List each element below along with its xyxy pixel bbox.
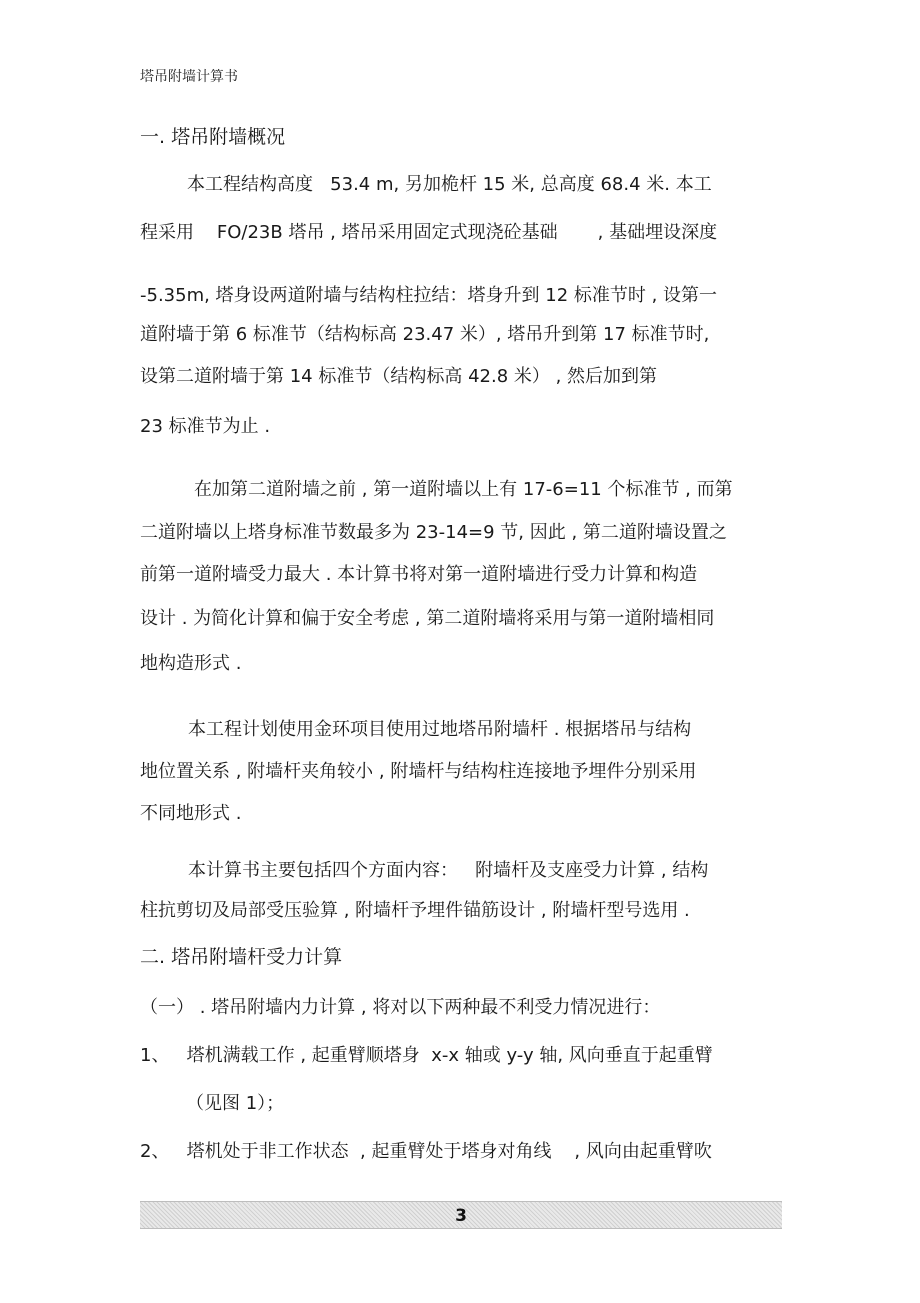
paragraph-3-line-2: 地位置关系 , 附墙杆夹角较小 , 附墙杆与结构柱连接地予埋件分别采用 bbox=[140, 761, 697, 782]
paragraph-1-line-2: 程采用 FO/23B 塔吊 , 塔吊采用固定式现浇砼基础 , 基础埋设深度 bbox=[140, 222, 718, 243]
paragraph-2-line-5: 地构造形式 . bbox=[140, 653, 242, 674]
paragraph-1-line-6: 23 标准节为止 . bbox=[140, 416, 271, 437]
paragraph-4-line-1: 本计算书主要包括四个方面内容： 附墙杆及支座受力计算 , 结构 bbox=[188, 860, 709, 881]
paragraph-1-line-4: 道附墙于第 6 标准节（结构标高 23.47 米）, 塔吊升到第 17 标准节时, bbox=[140, 324, 710, 345]
paragraph-1-line-1: 本工程结构高度 53.4 m, 另加桅杆 15 米, 总高度 68.4 米. 本工 bbox=[187, 174, 712, 195]
paragraph-2-line-1: 在加第二道附墙之前 , 第一道附墙以上有 17-6=11 个标准节 , 而第 bbox=[194, 479, 733, 500]
paragraph-3-line-3: 不同地形式 . bbox=[140, 803, 242, 824]
page-header: 塔吊附墙计算书 bbox=[140, 69, 238, 85]
paragraph-1-line-3: -5.35m, 塔身设两道附墙与结构柱拉结：塔身升到 12 标准节时 , 设第一 bbox=[140, 285, 718, 306]
list-item-2-line-1: 2、 塔机处于非工作状态 , 起重臂处于塔身对角线 , 风向由起重臂吹 bbox=[140, 1141, 712, 1162]
page-number: 3 bbox=[455, 1206, 467, 1226]
paragraph-1-line-5: 设第二道附墙于第 14 标准节（结构标高 42.8 米） , 然后加到第 bbox=[140, 366, 658, 387]
section-2-title: 二. 塔吊附墙杆受力计算 bbox=[140, 946, 343, 968]
section-1-title: 一. 塔吊附墙概况 bbox=[140, 126, 286, 148]
list-item-1-line-2: （见图 1）； bbox=[186, 1093, 285, 1114]
paragraph-2-line-4: 设计 . 为简化计算和偏于安全考虑 , 第二道附墙将采用与第一道附墙相同 bbox=[140, 608, 715, 629]
paragraph-2-line-3: 前第一道附墙受力最大 . 本计算书将对第一道附墙进行受力计算和构造 bbox=[140, 564, 698, 585]
paragraph-4-line-2: 柱抗剪切及局部受压验算 , 附墙杆予埋件锚筋设计 , 附墙杆型号选用 . bbox=[140, 900, 690, 921]
list-item-1-line-1: 1、 塔机满载工作 , 起重臂顺塔身 x-x 轴或 y-y 轴, 风向垂直于起重臂 bbox=[140, 1045, 713, 1066]
subsection-1-title: （一） . 塔吊附墙内力计算 , 将对以下两种最不利受力情况进行： bbox=[140, 997, 661, 1018]
paragraph-3-line-1: 本工程计划使用金环项目使用过地塔吊附墙杆 . 根据塔吊与结构 bbox=[188, 719, 692, 740]
paragraph-2-line-2: 二道附墙以上塔身标准节数最多为 23-14=9 节, 因此 , 第二道附墙设置之 bbox=[140, 522, 727, 543]
page-footer-bar bbox=[140, 1201, 782, 1229]
